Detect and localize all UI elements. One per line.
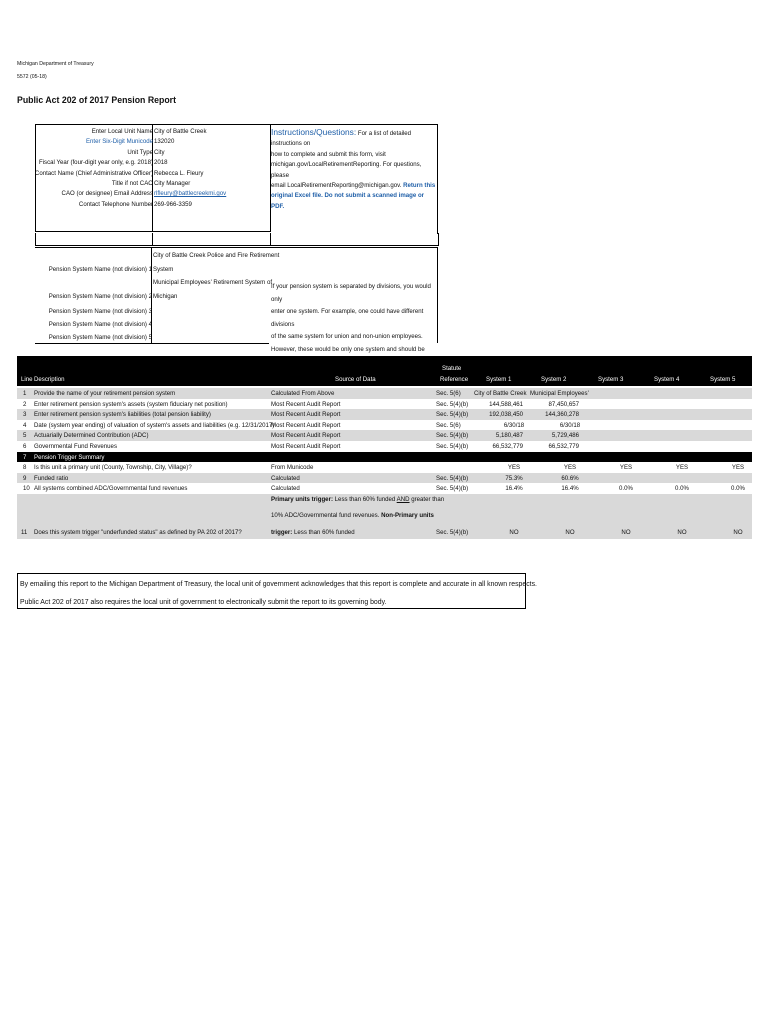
row-line-number: 2 — [23, 400, 27, 408]
system-1-value: 144,588,461 — [489, 400, 523, 408]
table-row — [17, 473, 752, 484]
row-line-number: 8 — [23, 464, 27, 472]
system-2-value: YES — [563, 464, 577, 472]
system-4-trigger: NO — [677, 529, 687, 536]
table-row — [17, 441, 752, 452]
info-row — [36, 136, 270, 146]
header-reference: Reference — [440, 376, 469, 383]
acknowledgement-line-1: By emailing this report to the Michigan Department of Treasury, the local unit of government acknowledges that this report is complete and accurate in all known respects. — [20, 581, 537, 588]
page-title: Public Act 202 of 2017 Pension Report — [17, 95, 176, 106]
acknowledgement-line-2: Public Act 202 of 2017 also requires the local unit of government to electronically submit the report to its governing body. — [20, 599, 387, 606]
row-source: Most Recent Audit Report — [271, 432, 341, 440]
row-line-number: 7 — [23, 453, 27, 461]
instructions-note: Return this — [403, 182, 436, 190]
pension-system-name-cont: System — [153, 266, 174, 273]
header-source: Source of Data — [335, 376, 376, 383]
instructions-line: how to complete and submit this form, visit — [271, 150, 386, 158]
system-2-trigger: NO — [565, 529, 575, 536]
table-row — [17, 430, 752, 441]
system-1-value: 75.3% — [505, 474, 523, 482]
instructions-note: original Excel file. Do not submit a scanned image or PDF. — [271, 192, 425, 210]
header-statute: Statute — [442, 365, 462, 372]
row-statute: Sec. 5(4)(b) — [436, 529, 469, 536]
info-row — [36, 178, 270, 188]
pension-system-row — [35, 319, 269, 331]
spacer-row — [35, 233, 439, 246]
system-2-value: 60.6% — [561, 474, 579, 482]
info-value: 132020 — [154, 138, 175, 146]
system-1-value: 16.4% — [505, 485, 523, 493]
table-row — [17, 409, 752, 420]
row-description: Date (system year ending) of valuation of system's assets and liabilities (e.g. 12/31/2017) — [34, 421, 275, 429]
table-row — [17, 399, 752, 410]
row-statute: Sec. 5(4)(b) — [436, 432, 469, 440]
info-value: City Manager — [154, 180, 191, 187]
system-1-value: 5,180,487 — [495, 432, 523, 440]
row-statute: Sec. 5(4)(b) — [436, 443, 469, 450]
table-row — [17, 388, 752, 399]
system-5-trigger: NO — [733, 529, 743, 536]
system-2-value: 5,729,486 — [551, 432, 579, 440]
row-source: Most Recent Audit Report — [271, 421, 341, 429]
instructions-line: michigan.gov/LocalRetirementReporting. For questions, please — [271, 161, 422, 179]
trigger-criteria-line: Primary units trigger: Less than 60% funded AND greater than — [271, 496, 445, 503]
pension-system-name: City of Battle Creek Police and Fire Retirement — [153, 252, 280, 259]
info-value: Rebecca L. Fleury — [154, 169, 204, 177]
row-description: Enter retirement pension system's assets (system fiduciary net position) — [34, 400, 228, 408]
info-label: Title if not CAO — [111, 180, 153, 187]
row-description: Is this unit a primary unit (County, Township, City, Village)? — [34, 464, 192, 472]
row-source: From Municode — [271, 464, 314, 472]
row-description: Pension Trigger Summary — [34, 453, 105, 461]
info-label: Enter Local Unit Name — [91, 128, 153, 135]
row-statute: Sec. 5(6) — [436, 390, 461, 397]
pension-system-row — [35, 306, 269, 318]
pension-system-row — [35, 332, 269, 344]
info-label: CAO (or designee) Email Address — [61, 190, 153, 198]
header-line: Line — [21, 376, 33, 383]
row-statute: Sec. 5(4)(b) — [436, 411, 469, 419]
email-link[interactable]: rlfleury@battlecreekmi.gov — [154, 190, 227, 198]
row-description: Funded ratio — [34, 474, 69, 482]
info-label: Unit Type — [127, 148, 153, 156]
system-1-value: 66,532,779 — [492, 443, 523, 450]
system-2-value: Municipal Employees' — [530, 390, 589, 397]
row-source: Most Recent Audit Report — [271, 400, 341, 408]
system-3-trigger: NO — [621, 529, 631, 536]
table-row — [17, 420, 752, 431]
row-description: Provide the name of your retirement pension system — [34, 390, 176, 397]
row-source: Most Recent Audit Report — [271, 443, 341, 450]
info-value: City — [154, 148, 165, 156]
system-1-value: 192,038,450 — [489, 411, 523, 419]
info-label: Contact Telephone Number — [78, 200, 153, 208]
system-4-value: 0.0% — [675, 485, 689, 493]
info-label: Enter Six-Digit Municode — [85, 138, 153, 146]
pension-system-row — [35, 279, 273, 303]
row-line-number: 9 — [23, 474, 27, 482]
table-row — [17, 483, 752, 494]
info-row — [36, 199, 270, 209]
row-statute: Sec. 5(4)(b) — [436, 400, 469, 408]
info-row — [36, 126, 270, 136]
trigger-criteria-line: 10% ADC/Governmental fund revenues. Non-Primary units — [271, 512, 434, 519]
system-2-value: 6/30/18 — [559, 421, 581, 429]
info-value: 2018 — [154, 159, 168, 167]
header-description: Description — [34, 376, 65, 383]
row-statute: Sec. 5(4)(b) — [436, 485, 469, 493]
system-division-note: If your pension system is separated by divisions, you would only enter one system. For example, one could have different divisions of the same system for union and non-union employees. However, these would be only one system and should be — [271, 283, 431, 353]
pension-system-label: Pension System Name (not division) 3 — [48, 308, 152, 315]
pension-system-name-cont: Michigan — [153, 293, 178, 300]
row-line-number: 3 — [23, 411, 27, 419]
row-statute: Sec. 5(4)(b) — [436, 474, 469, 482]
local-unit-info-table — [35, 124, 271, 232]
instructions-heading: Instructions/Questions: — [271, 127, 357, 137]
system-2-value: 66,532,779 — [548, 443, 579, 450]
row-source: Most Recent Audit Report — [271, 411, 341, 419]
row-source: Calculated — [271, 485, 300, 493]
system-2-value: 87,450,657 — [548, 400, 579, 408]
pension-system-label: Pension System Name (not division) 1 — [48, 266, 152, 273]
info-row — [36, 188, 270, 198]
instructions-text — [271, 127, 437, 212]
info-row — [36, 157, 270, 167]
system-2-value: 16.4% — [561, 485, 579, 493]
system-3-value: 0.0% — [619, 485, 633, 493]
pension-system-name: Municipal Employees' Retirement System of — [153, 279, 273, 286]
header-system-1: System 1 — [486, 376, 512, 383]
instructions-line: For a list of detailed instructions on — [271, 130, 412, 148]
system-4-value: YES — [675, 464, 689, 472]
info-value: 269-966-3359 — [154, 200, 192, 208]
system-3-value: YES — [619, 464, 633, 472]
system-5-value: YES — [731, 464, 745, 472]
system-1-value: 6/30/18 — [503, 421, 525, 429]
row-description: Enter retirement pension system's liabilities (total pension liability) — [34, 411, 211, 419]
info-value: City of Battle Creek — [154, 128, 207, 135]
info-label: Contact Name (Chief Administrative Officer) — [34, 169, 153, 177]
row-line-number: 1 — [23, 390, 27, 397]
instructions-email[interactable]: email LocalRetirementReporting@michigan.gov. — [271, 182, 402, 190]
system-5-value: 0.0% — [731, 485, 745, 493]
system-1-trigger: NO — [509, 529, 519, 536]
header-system-4: System 4 — [654, 376, 680, 383]
system-1-value: YES — [507, 464, 521, 472]
info-row — [36, 168, 270, 178]
agency-name: Michigan Department of Treasury — [17, 61, 94, 67]
form-number: 5572 (05-18) — [17, 74, 47, 80]
table-row — [17, 462, 752, 473]
row-line-number: 5 — [23, 432, 27, 440]
row-statute: Sec. 5(6) — [436, 421, 461, 429]
row-description: Actuarially Determined Contribution (ADC) — [34, 432, 149, 440]
system-1-value: City of Battle Creek — [474, 390, 527, 397]
row-description: Does this system trigger "underfunded status" as defined by PA 202 of 2017? — [34, 529, 242, 536]
header-system-3: System 3 — [598, 376, 624, 383]
row-description: All systems combined ADC/Governmental fund revenues — [34, 485, 188, 493]
row-source: Calculated From Above — [271, 390, 335, 397]
info-row — [36, 147, 270, 157]
header-system-2: System 2 — [541, 376, 567, 383]
main-table-header — [17, 356, 752, 386]
row-line-number: 4 — [23, 421, 27, 429]
pension-system-label: Pension System Name (not division) 2 — [48, 293, 152, 300]
pension-system-row — [35, 252, 280, 276]
system-2-value: 144,360,278 — [545, 411, 579, 419]
table-row — [17, 494, 752, 539]
header-system-5: System 5 — [710, 376, 736, 383]
info-label: Fiscal Year (four-digit year only, e.g. 2018) — [38, 159, 153, 167]
row-line-number: 11 — [21, 529, 28, 536]
acknowledgement-box — [17, 573, 537, 609]
pension-systems-table — [35, 247, 280, 344]
row-line-number: 6 — [23, 443, 27, 450]
row-line-number: 10 — [23, 485, 30, 493]
table-row — [17, 452, 752, 463]
trigger-criteria-line: trigger: Less than 60% funded — [271, 529, 355, 536]
pension-system-label: Pension System Name (not division) 5 — [48, 334, 152, 341]
row-description: Governmental Fund Revenues — [34, 443, 117, 450]
pension-system-label: Pension System Name (not division) 4 — [48, 321, 152, 328]
row-source: Calculated — [271, 474, 300, 482]
